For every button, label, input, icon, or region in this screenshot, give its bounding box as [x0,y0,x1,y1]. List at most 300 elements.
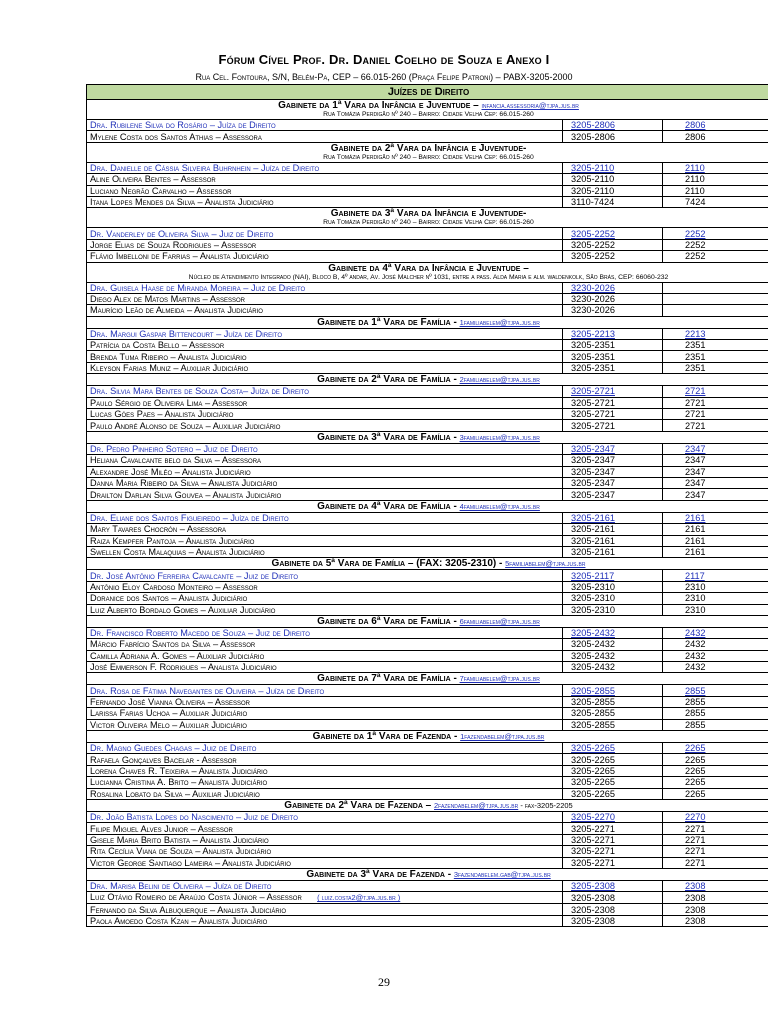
phone-number: 3205-2721 [563,420,663,431]
phone-number: 3205-2213 [563,328,663,339]
extension-number: 2270 [663,811,768,822]
person-name [87,743,563,754]
person-name [87,455,563,466]
staff-row [87,639,768,650]
phone-number: 3205-2110 [563,174,663,185]
section-email-link[interactable]: 3fazendabelem.gab@tjpa.jus.br [453,869,551,879]
extension-number: 2721 [663,397,768,408]
person-name [87,185,563,196]
phone-number: 3205-2347 [563,466,663,477]
phone-number: 3205-2432 [563,627,663,638]
extension-number: 2855 [663,719,768,730]
extension-number: 2265 [663,788,768,799]
section-title-text: Gabinete da 2ª Vara de Fazenda – [284,799,435,811]
staff-row [87,524,768,535]
person-name [87,662,563,673]
judge-row [87,811,768,822]
person-name [87,512,563,523]
section-address: Rua Tomázia Perdigão nº 240 – Bairro: Cidade Velha Cep: 66.015-260 [323,219,534,227]
section-header [87,615,768,627]
person-name [87,834,563,845]
phone-number: 3230-2026 [563,293,663,304]
extension-number: 2347 [663,443,768,454]
section-title [90,501,767,512]
staff-row [87,477,768,488]
person-name-text: Maurício Leão de Almeida – Analista Judiciário [90,305,263,316]
phone-number: 3205-2270 [563,811,663,822]
section-title-text: Gabinete da 1ª Vara da Infância e Juventude – [278,100,482,111]
section-title-text: Gabinete da 3ª Vara da Infância e Juventude- [330,208,527,220]
phone-number: 3205-2721 [563,386,663,397]
person-name-text: Luiz Otávio Romeiro de Araújo Costa Júnior – Assessor [90,892,302,903]
judge-row [87,328,768,339]
person-name-text: Dra. Rubilene Silva do Rosário – Juíza de Direito [90,120,276,131]
person-name [87,627,563,638]
person-name-text: Victor Oliveira Melo – Auxiliar Judiciário [90,719,247,730]
extension-number: 2117 [663,570,768,581]
section-title [90,143,767,154]
judge-row [87,512,768,523]
person-name [87,443,563,454]
person-name-text: Dra. Margui Gaspar Bittencourt – Juíza de Direito [90,328,283,339]
section-title [90,263,767,274]
person-name-text: Dra. Marisa Belini de Oliveira – Juíza de Direito [90,881,272,892]
section-title-text: Gabinete da 6ª Vara de Família - [317,615,460,627]
person-name [87,293,563,304]
phone-number: 3205-2432 [563,650,663,661]
person-name [87,386,563,397]
section-header [87,374,768,386]
person-name-text: Filipe Miguel Alves Junior – Assessor [90,823,233,834]
section-email-link[interactable]: 7familiabelem@tjpa.jus.br [459,674,540,684]
person-name-text: Danna Maria Ribeiro da Silva – Analista Judiciário [90,478,278,489]
person-name-text: Alexandre José Miléo – Analista Judiciário [90,466,251,477]
page-title: Fórum Cível Prof. Dr. Daniel Coelho de Souza e Anexo I [218,52,550,67]
extension-number: 2855 [663,708,768,719]
section-email-link[interactable]: 5familiabelem@tjpa.jus.br [505,559,586,569]
extension-number: 2310 [663,604,768,615]
staff-row [87,131,768,142]
person-name [87,477,563,488]
phone-number: 3205-2265 [563,777,663,788]
phone-number: 3205-2806 [563,120,663,131]
person-name [87,892,563,904]
section-email-link[interactable]: 2familiabelem@tjpa.jus.br [459,375,540,385]
extension-number: 2161 [663,512,768,523]
phone-number: 3205-2855 [563,696,663,707]
section-header-row [87,500,768,512]
staff-row [87,650,768,661]
extension-number: 2347 [663,455,768,466]
extension-number: 2110 [663,185,768,196]
phone-number: 3205-2432 [563,662,663,673]
staff-row [87,489,768,500]
person-name-text: Rita Cecília Viana de Souza – Analista Judiciário [90,846,272,857]
extension-number: 2310 [663,593,768,604]
phone-number: 3205-2855 [563,708,663,719]
person-name [87,328,563,339]
extension-number: 2721 [663,386,768,397]
staff-row [87,765,768,776]
section-header [87,799,768,811]
person-name [87,251,563,262]
person-name [87,788,563,799]
extension-number: 2721 [663,420,768,431]
extension-number: 2721 [663,409,768,420]
person-name [87,340,563,351]
person-name-text: Gisele Maria Brito Batista – Analista Judiciário [90,834,269,845]
judge-row [87,282,768,293]
staff-row [87,340,768,351]
phone-number: 3205-2347 [563,477,663,488]
section-title [90,317,767,328]
extension-number: 2351 [663,362,768,373]
phone-number: 3205-2161 [563,535,663,546]
section-title-text: Gabinete da 7ª Vara de Família - [317,673,460,685]
section-title [90,558,767,569]
section-title-text: Gabinete da 2ª Vara de Família - [317,374,460,386]
person-name [87,880,563,891]
phone-number: 3205-2252 [563,239,663,250]
section-header-row [87,100,768,120]
person-name [87,524,563,535]
section-title-text: Gabinete da 3ª Vara de Família - [317,431,460,443]
person-name-text: Rafaela Gonçalves Bacelar - Assessor [90,754,237,765]
person-name-text: Paola Amoedo Costa Kzan – Analista Judiciário [90,915,268,926]
judge-row [87,627,768,638]
person-name [87,754,563,765]
section-header-row [87,262,768,282]
extension-number: 2265 [663,777,768,788]
phone-number: 3205-2351 [563,362,663,373]
person-name [87,593,563,604]
phone-number: 3205-2161 [563,512,663,523]
judges-banner-row [87,85,768,100]
section-title [90,673,767,684]
person-name-text: Dr. Pedro Pinheiro Sotero – Juiz de Direito [90,444,258,454]
person-name-text: Dr. Vanderley de Oliveira Silva – Juiz de Direito [90,228,274,239]
phone-number: 3230-2026 [563,282,663,293]
person-name-text: Raiza Kempfer Pantoja – Analista Judiciário [90,535,255,546]
person-name [87,131,563,142]
section-title [90,374,767,385]
person-name-text: Itana Lopes Mendes da Silva – Analista Judiciário [90,197,274,208]
staff-row [87,834,768,845]
person-name [87,305,563,316]
phone-number: 3110-7424 [563,196,663,207]
person-name [87,823,563,834]
section-header-row [87,615,768,627]
person-name [87,239,563,250]
staff-row [87,455,768,466]
extension-number: 2432 [663,627,768,638]
extension-number [663,282,768,293]
person-name [87,604,563,615]
extension-number: 2347 [663,466,768,477]
extension-number: 2806 [663,120,768,131]
section-title-text: Gabinete da 5ª Vara de Família – (FAX: 3205-2310) - [271,558,506,570]
person-name-text: Lorena Chaves R. Teixeira – Analista Judiciário [90,765,268,776]
phone-number: 3205-2271 [563,846,663,857]
person-name-text: Diego Alex de Matos Martins – Assessor [90,294,245,305]
extension-number: 2252 [663,228,768,239]
person-name-text: Dr. José Antônio Ferreira Cavalcante – Juiz de Direito [90,570,299,581]
phone-number: 3205-2110 [563,185,663,196]
person-name-text: Dra. Danielle de Cássia Silveira Buhrnhein – Juíza de Direito [90,162,320,173]
section-header [87,431,768,443]
phone-number: 3205-2347 [563,443,663,454]
judge-row [87,685,768,696]
staff-row [87,857,768,868]
section-email-link[interactable]: 1familiabelem@tjpa.jus.br [459,317,540,327]
person-name-text: Victor George Santiago Lameira – Analista Judiciário [90,857,291,868]
person-name-text: Luciano Negrão Carvalho – Assessor [90,185,232,196]
section-header-row [87,673,768,685]
extension-number: 2161 [663,535,768,546]
phone-number: 3205-2271 [563,823,663,834]
phone-number: 3205-2308 [563,880,663,891]
judge-row [87,386,768,397]
person-name [87,650,563,661]
staff-row [87,420,768,431]
section-header [87,673,768,685]
section-title-text: Gabinete da 3ª Vara de Fazenda - [306,868,454,880]
section-header-row [87,868,768,880]
person-name-text: Fernando José Vianna Oliveira – Assessor [90,697,251,708]
staff-row [87,604,768,615]
person-name [87,915,563,926]
person-name-text: Kleyson Farias Muniz – Auxiliar Judiciário [90,363,249,374]
section-header [87,262,768,282]
person-name-text: Dr. Francisco Roberto Macedo de Souza – Juiz de Direito [90,628,310,639]
staff-row [87,708,768,719]
section-address: Rua Tomázia Perdigão nº 240 – Bairro: Cidade Velha Cep: 66.015-260 [323,153,534,161]
section-header [87,868,768,880]
judge-row [87,120,768,131]
staff-row [87,581,768,592]
section-header-row [87,799,768,811]
phone-number: 3205-2432 [563,639,663,650]
section-title-text: Gabinete da 4ª Vara da Infância e Juventude – [328,262,529,274]
extension-number: 2271 [663,846,768,857]
extension-number: 2308 [663,892,768,904]
phone-number: 3205-2308 [563,915,663,926]
person-name [87,685,563,696]
extension-number: 2265 [663,754,768,765]
person-name [87,777,563,788]
person-name [87,351,563,362]
section-email-link[interactable]: 4familiabelem@tjpa.jus.br [459,501,540,511]
person-name-text: Luiz Alberto Bordalo Gomes – Auxiliar Judiciário [90,604,276,615]
person-email-link[interactable]: ( luiz.costa2@tjpa.jus.br ) [317,893,401,903]
extension-number: 2347 [663,477,768,488]
person-name-text: Patrícia da Costa Bello – Assessor [90,340,225,351]
section-header-row [87,431,768,443]
staff-row [87,239,768,250]
staff-row [87,351,768,362]
staff-row [87,546,768,557]
person-name-text: Dr. João Batista Lopes do Nascimento – Juiz de Direito [90,812,298,823]
person-name [87,362,563,373]
staff-row [87,251,768,262]
section-title [90,800,767,811]
person-name-text: Paulo André Alonso de Souza – Auxiliar Judiciário [90,420,281,431]
extension-number: 2855 [663,696,768,707]
section-header [87,316,768,328]
phone-number: 3205-2855 [563,719,663,730]
person-name-text: Larissa Farias Uchoa – Auxiliar Judiciário [90,708,248,719]
person-name-text: José Emmerson F. Rodrigues – Analista Judiciário [90,662,277,673]
person-name-text: Antônio Eloy Cardoso Monteiro – Assessor [90,581,258,592]
section-address: Núcleo de Atendimento Integrado (NAI), Bloco B, 4º andar, Av. José Malcher nº 1031, entre a pass. Alda Maria e alm. waldenkolk, São Brás, CEP: 66060-232 [188,273,669,281]
extension-number: 2432 [663,650,768,661]
person-name-text: Aline Oliveira Bentes – Assessor [90,174,216,185]
staff-row [87,719,768,730]
phone-number: 3205-2265 [563,765,663,776]
extension-number: 2347 [663,489,768,500]
phone-number: 3205-2117 [563,570,663,581]
judge-row [87,880,768,891]
section-header-row [87,374,768,386]
extension-number: 2855 [663,685,768,696]
phone-number: 3205-2855 [563,685,663,696]
phone-number: 3205-2308 [563,892,663,904]
section-title-text: Gabinete da 2ª Vara da Infância e Juventude- [330,142,527,154]
staff-row [87,196,768,207]
phone-number: 3205-2351 [563,351,663,362]
section-fax: - fax-3205-2205 [518,800,573,810]
staff-row [87,788,768,799]
section-email-link[interactable]: 3familiabelem@tjpa.jus.br [459,432,540,442]
extension-number: 2252 [663,251,768,262]
person-name [87,639,563,650]
staff-row [87,754,768,765]
phone-number: 3205-2265 [563,754,663,765]
phone-number: 3205-2310 [563,581,663,592]
phone-number: 3205-2252 [563,251,663,262]
section-address: Rua Tomázia Perdigão nº 240 – Bairro: Cidade Velha Cep: 66.015-260 [323,111,534,118]
person-name [87,162,563,173]
extension-number: 2271 [663,857,768,868]
staff-row [87,823,768,834]
staff-row [87,593,768,604]
person-name-text: Dra. Rosa de Fátima Navegantes de Oliveira – Juíza de Direito [90,685,325,696]
judge-row [87,743,768,754]
person-name [87,581,563,592]
person-name [87,420,563,431]
phone-number: 3205-2265 [563,788,663,799]
staff-row [87,904,768,915]
person-name-text: Dr. Magno Guedes Chagas – Juiz de Direito [90,743,257,754]
section-header [87,100,768,120]
person-name [87,570,563,581]
person-name-text: Dra. Guisela Haase de Miranda Moreira – Juiz de Direito [90,282,306,293]
phone-number: 3205-2347 [563,489,663,500]
phone-number: 3205-2110 [563,162,663,173]
person-name-text: Doranice dos Santos – Analista Judiciário [90,593,248,604]
judge-row [87,443,768,454]
directory-table [86,84,768,927]
section-header-row [87,558,768,570]
person-name-text: Paulo Sérgio de Oliveira Lima – Assessor [90,397,248,408]
extension-number: 2271 [663,823,768,834]
person-name [87,282,563,293]
section-title [90,208,767,219]
phone-number: 3205-2721 [563,409,663,420]
phone-number: 3205-2310 [563,593,663,604]
person-name-text: Lucianna Cristina A. Brito – Analista Judiciário [90,777,268,788]
staff-row [87,846,768,857]
section-header [87,558,768,570]
person-name [87,120,563,131]
person-name-text: Rosalina Lobato da Silva – Auxiliar Judiciário [90,788,260,799]
person-name-text: Swellen Costa Malaquias – Analista Judiciário [90,547,265,558]
person-name [87,811,563,822]
staff-row [87,915,768,926]
staff-row [87,185,768,196]
staff-row [87,696,768,707]
judge-row [87,162,768,173]
section-email-link[interactable]: infancia.assessoria@tjpa.jus.br [481,101,579,110]
staff-row [87,466,768,477]
person-name-text: Drailton Darlan Silva Gouvea – Analista Judiciário [90,489,282,500]
phone-number: 3205-2271 [563,857,663,868]
page-number: 29 [378,975,390,989]
staff-row [87,293,768,304]
extension-number: 2252 [663,239,768,250]
extension-number: 2308 [663,880,768,891]
judge-row [87,570,768,581]
person-name-text: Camilla Adriana A. Gomes – Auxiliar Judiciário [90,650,265,661]
phone-number: 3205-2351 [563,340,663,351]
extension-number: 2432 [663,639,768,650]
extension-number: 2110 [663,162,768,173]
phone-number: 3230-2026 [563,305,663,316]
extension-number: 2310 [663,581,768,592]
person-name-text: Flávio Imbelloni de Farrias – Analista Judiciário [90,251,269,262]
person-name [87,904,563,915]
extension-number: 2265 [663,765,768,776]
section-email-link[interactable]: 1fazendabelem@tjpa.jus.br [460,732,545,742]
section-header [87,731,768,743]
person-name-text: Dra. Eliane dos Santos Figueiredo – Juíza de Direito [90,512,289,523]
phone-number: 3205-2347 [563,455,663,466]
extension-number: 2351 [663,340,768,351]
section-email-link[interactable]: 6familiabelem@tjpa.jus.br [459,616,540,626]
phone-number: 3205-2310 [563,604,663,615]
extension-number: 2271 [663,834,768,845]
section-title-text: Gabinete da 1ª Vara de Fazenda - [312,731,461,743]
judge-row [87,228,768,239]
section-email-link[interactable]: 2fazendabelem@tjpa.jus.br [434,800,519,810]
staff-row [87,362,768,373]
person-name-text: Márcio Fabrício Santos da Silva – Assessor [90,639,256,650]
person-name-text: Lucas Góes Paes – Analista Judiciário [90,409,234,420]
section-header-row [87,208,768,228]
person-name [87,708,563,719]
forum-address: Rua Cel. Fontoura, S/N, Belém-Pa, CEP – 66.015-260 (Praça Felipe Patroni) – PABX-3205-2000 [195,72,573,82]
phone-number: 3205-2161 [563,546,663,557]
person-name [87,546,563,557]
extension-number: 2351 [663,351,768,362]
person-name [87,719,563,730]
staff-row [87,409,768,420]
extension-number [663,305,768,316]
section-title-text: Gabinete da 1ª Vara de Família - [317,316,460,328]
person-name [87,535,563,546]
person-name [87,846,563,857]
section-header-row [87,316,768,328]
